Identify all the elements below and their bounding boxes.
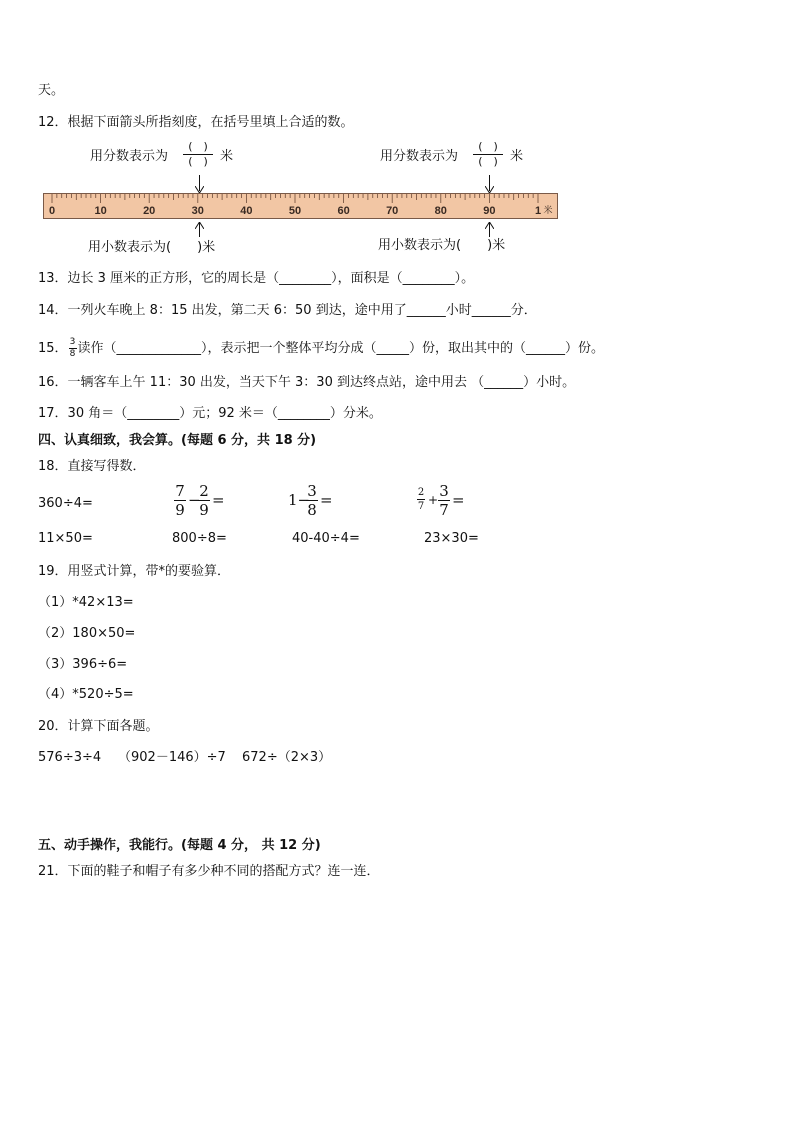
calc-360-div-4: 360÷4= xyxy=(38,496,93,511)
q20-item: 576÷3÷4 xyxy=(38,750,102,765)
question-15-number: 15． xyxy=(38,341,68,356)
fraction-2-ninths xyxy=(198,483,210,518)
question-20-title: 20．计算下面各题。 xyxy=(38,719,159,734)
q20-item: 672÷（2×3） xyxy=(242,750,332,765)
question-19-title: 19．用竖式计算，带*的要验算． xyxy=(38,564,231,579)
unit-left: 米 xyxy=(220,149,234,164)
calc-23-times-30: 23×30= xyxy=(424,531,479,546)
up-arrow-left xyxy=(199,223,200,237)
ruler-tick-label: 40 xyxy=(240,205,253,217)
fraction-denominator: 7 xyxy=(439,501,449,519)
fraction-denominator: 8 xyxy=(69,349,76,359)
question-18-title: 18．直接写得数． xyxy=(38,459,146,474)
fraction-denominator: 9 xyxy=(175,501,185,519)
q20-item: （902－146）÷7 xyxy=(118,750,226,765)
question-16-text: 16．一辆客车上午 11：30 出发，当天下午 3：30 到达终点站，途中用去 （______）小时。 xyxy=(38,375,576,390)
ruler-tick-label: 50 xyxy=(288,205,302,217)
ruler-tick-label: 60 xyxy=(337,205,350,217)
up-arrow-right xyxy=(489,223,490,237)
question-14-text: 14．一列火车晚上 8：15 出发，第二天 6：50 到达，途中用了______小时______分． xyxy=(38,303,537,318)
fraction-label-left: 用分数表示为 xyxy=(90,149,169,164)
blank-denominator: ( ) xyxy=(478,155,498,168)
top-fragment-text: 天。 xyxy=(38,83,65,98)
fraction-three-eighths xyxy=(69,338,77,359)
calc-40-minus-40-div-4: 40-40÷4= xyxy=(292,531,360,546)
fraction-3-eighths xyxy=(306,483,318,518)
blank-fraction-right xyxy=(473,141,503,168)
fraction-label-right: 用分数表示为 xyxy=(380,149,459,164)
fraction-numerator: 3 xyxy=(439,482,449,500)
ruler-tick-label: 70 xyxy=(386,205,399,217)
plus-operator: + xyxy=(428,493,439,507)
question-15-text xyxy=(38,338,604,359)
blank-fraction-left xyxy=(183,141,213,168)
ruler-tick-label: 30 xyxy=(191,205,204,217)
q19-item: （4）*520÷5= xyxy=(38,687,134,702)
ruler-unit-label: 米 xyxy=(543,206,553,216)
blank-numerator: ( ) xyxy=(478,140,498,153)
one-minus: 1− xyxy=(288,491,311,509)
section-4-heading: 四、认真细致，我会算。(每题 6 分，共 18 分) xyxy=(38,433,317,448)
ruler-tick-label: 20 xyxy=(143,205,156,217)
unit-right: 米 xyxy=(510,149,524,164)
arrowhead-down-icon xyxy=(485,186,494,193)
fraction-numerator: 3 xyxy=(69,337,76,347)
question-12-text: 12．根据下面箭头所指刻度，在括号里填上合适的数。 xyxy=(38,115,354,130)
fraction-denominator: 8 xyxy=(307,501,317,519)
q19-item: （2）180×50= xyxy=(38,626,136,641)
fraction-numerator: 2 xyxy=(417,487,425,498)
ruler-tick-label: 0 xyxy=(48,205,56,217)
equals-sign: = xyxy=(212,491,225,509)
calc-800-div-8: 800÷8= xyxy=(172,531,227,546)
equals-sign: = xyxy=(452,491,465,509)
blank-numerator: ( ) xyxy=(188,140,208,153)
ruler-tick-label: 10 xyxy=(94,205,107,217)
calc-11-times-50: 11×50= xyxy=(38,531,93,546)
fraction-denominator: 9 xyxy=(199,501,209,519)
fraction-2-sevenths xyxy=(417,487,425,512)
fraction-numerator: 3 xyxy=(307,482,317,500)
ruler-tick-label: 1 xyxy=(534,205,542,217)
question-21-text: 21．下面的鞋子和帽子有多少种不同的搭配方式？连一连． xyxy=(38,864,380,879)
ruler-tick-label: 80 xyxy=(434,205,447,217)
section-5-heading: 五、动手操作，我能行。(每题 4 分， 共 12 分) xyxy=(38,838,321,853)
minus-operator: − xyxy=(188,491,201,509)
fraction-3-sevenths xyxy=(438,483,450,518)
decimal-label-right: 用小数表示为( )米 xyxy=(378,238,506,253)
fraction-bar xyxy=(417,499,425,500)
equals-sign: = xyxy=(320,491,333,509)
blank-denominator: ( ) xyxy=(188,155,208,168)
q19-item: （3）396÷6= xyxy=(38,657,128,672)
arrowhead-down-icon xyxy=(195,186,204,193)
question-17-text: 17．30 角＝（________）元；92 米＝（________）分米。 xyxy=(38,406,382,421)
fraction-numerator: 7 xyxy=(175,482,185,500)
ruler xyxy=(43,193,559,220)
question-13-text: 13．边长 3 厘米的正方形，它的周长是（________），面积是（________）。 xyxy=(38,271,475,286)
q19-item: （1）*42×13= xyxy=(38,595,134,610)
fraction-numerator: 2 xyxy=(199,482,209,500)
fraction-7-ninths xyxy=(174,483,186,518)
fraction-denominator: 7 xyxy=(417,501,425,512)
decimal-label-left: 用小数表示为( )米 xyxy=(88,240,216,255)
ruler-tick-label: 90 xyxy=(483,205,496,217)
question-15-body: 读作（_____________），表示把一个整体平均分成（_____）份，取出其中的（______）份。 xyxy=(77,341,605,356)
